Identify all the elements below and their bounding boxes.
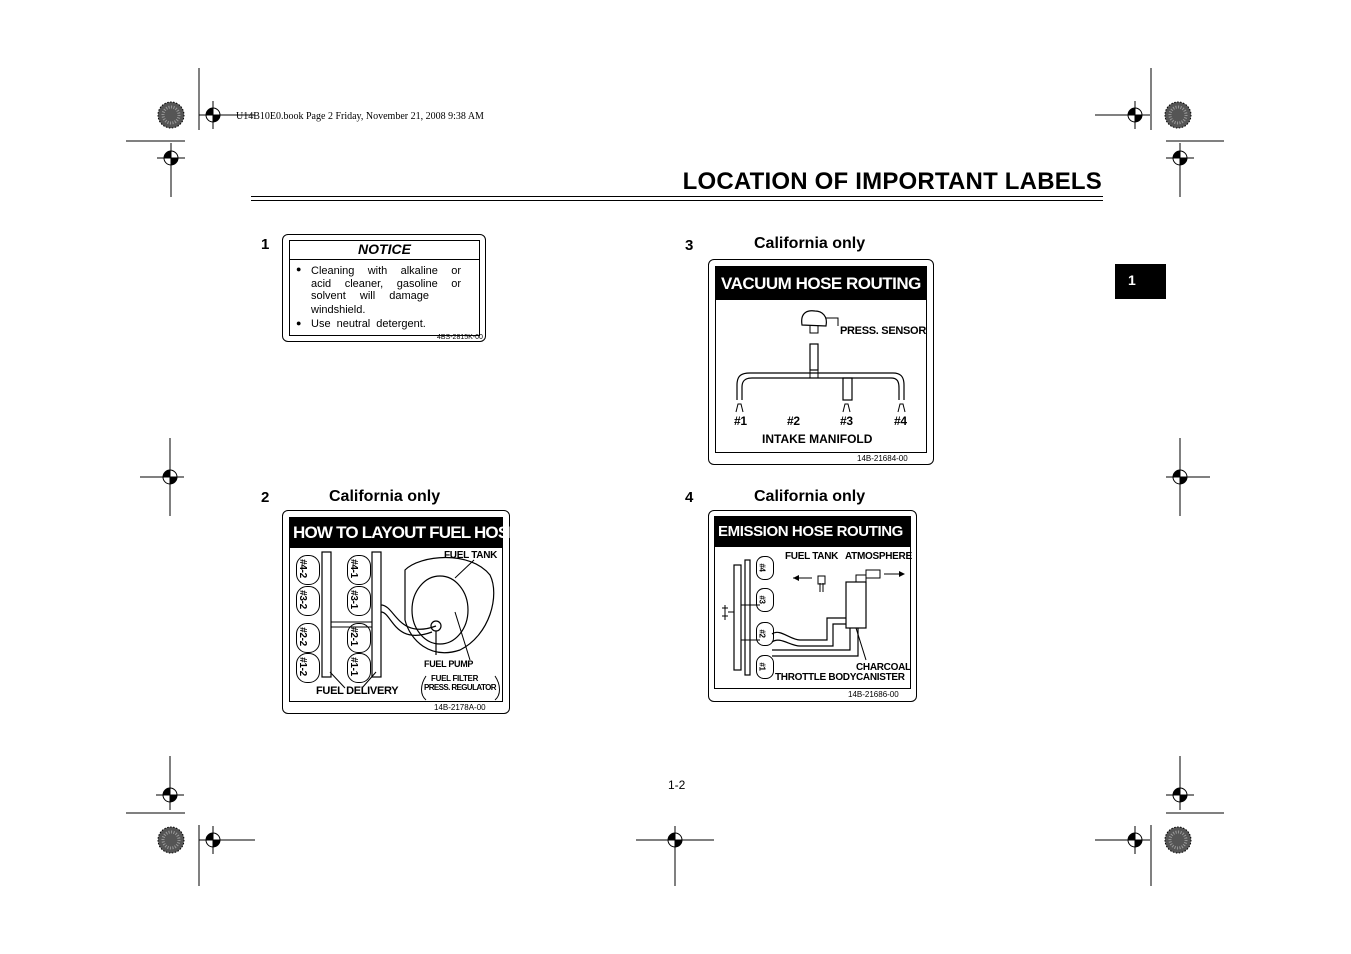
- port-3: #3: [840, 414, 853, 428]
- charcoal-text: CHARCOAL: [856, 662, 911, 673]
- chapter-tab-number: 1: [1128, 272, 1136, 288]
- emission-port-label: #3: [757, 595, 767, 604]
- notice-line: Cleaning with alkaline or: [311, 265, 461, 277]
- emission-port-label: #2: [757, 629, 767, 638]
- hose-label: #1-1: [347, 657, 359, 676]
- emission-port-oval: [756, 556, 774, 580]
- page-number: 1-2: [668, 778, 686, 792]
- notice-line: solvent will damage: [311, 290, 429, 302]
- press-sensor-text: PRESS. SENSOR: [840, 325, 926, 337]
- page-title: LOCATION OF IMPORTANT LABELS: [682, 168, 1102, 195]
- vacuum-code: 14B-21684-00: [857, 454, 908, 463]
- bullet-icon: ●: [296, 264, 302, 274]
- notice-line: windshield.: [311, 303, 366, 316]
- emission-port-oval: [756, 622, 774, 646]
- emission-port-oval: [756, 655, 774, 679]
- bullet-icon: ●: [296, 318, 302, 328]
- throttle-body-text: THROTTLE BODY: [775, 672, 857, 683]
- fuel-delivery-text: FUEL DELIVERY: [316, 685, 399, 697]
- notice-bullet-2: Use neutral detergent.: [311, 318, 426, 330]
- file-info-header: U14B10E0.book Page 2 Friday, November 21, 2008 9:38 AM: [236, 111, 484, 122]
- hose-label: #2-1: [347, 627, 359, 646]
- label-3-number: 3: [685, 237, 694, 254]
- atmosphere-text: ATMOSPHERE: [845, 551, 912, 562]
- emission-code: 14B-21686-00: [848, 690, 899, 699]
- emission-port-label: #4: [757, 563, 767, 572]
- label-4-caption: California only: [754, 488, 866, 505]
- label-3-caption: California only: [754, 235, 866, 252]
- hose-label: #2-2: [296, 627, 308, 646]
- canister-text: CANISTER: [856, 672, 905, 683]
- emission-title: EMISSION HOSE ROUTING: [715, 517, 910, 547]
- press-regulator-text: PRESS. REGULATOR: [424, 683, 496, 692]
- label-2-number: 2: [261, 489, 270, 506]
- port-4: #4: [894, 414, 907, 428]
- port-1: #1: [734, 414, 747, 428]
- label-1-number: 1: [261, 236, 270, 253]
- label-4-number: 4: [685, 489, 694, 506]
- hose-label: #4-1: [347, 559, 359, 578]
- port-2: #2: [787, 414, 800, 428]
- emission-port-oval: [756, 588, 774, 612]
- emission-port-label: #1: [757, 662, 767, 671]
- notice-line: acid cleaner, gasoline or: [311, 277, 461, 290]
- fuel-pump-text: FUEL PUMP: [424, 659, 474, 669]
- vacuum-title: VACUUM HOSE ROUTING: [716, 267, 926, 300]
- fuel-filter-text: FUEL FILTER: [431, 674, 479, 683]
- hose-label: #1-2: [296, 657, 308, 676]
- emission-fuel-tank-text: FUEL TANK: [785, 551, 839, 562]
- fuel-tank-text: FUEL TANK: [444, 550, 498, 561]
- hose-label: #3-2: [296, 590, 308, 609]
- intake-manifold-text: INTAKE MANIFOLD: [762, 432, 873, 446]
- notice-code: 4BS-2815K-00: [437, 334, 483, 341]
- notice-title: NOTICE: [358, 241, 411, 257]
- fuel-hose-title: HOW TO LAYOUT FUEL HOSES: [290, 518, 502, 548]
- label-2-caption: California only: [329, 488, 441, 505]
- hose-label: #4-2: [296, 559, 308, 578]
- hose-label: #3-1: [347, 590, 359, 609]
- fuel-hose-code: 14B-2178A-00: [434, 703, 486, 712]
